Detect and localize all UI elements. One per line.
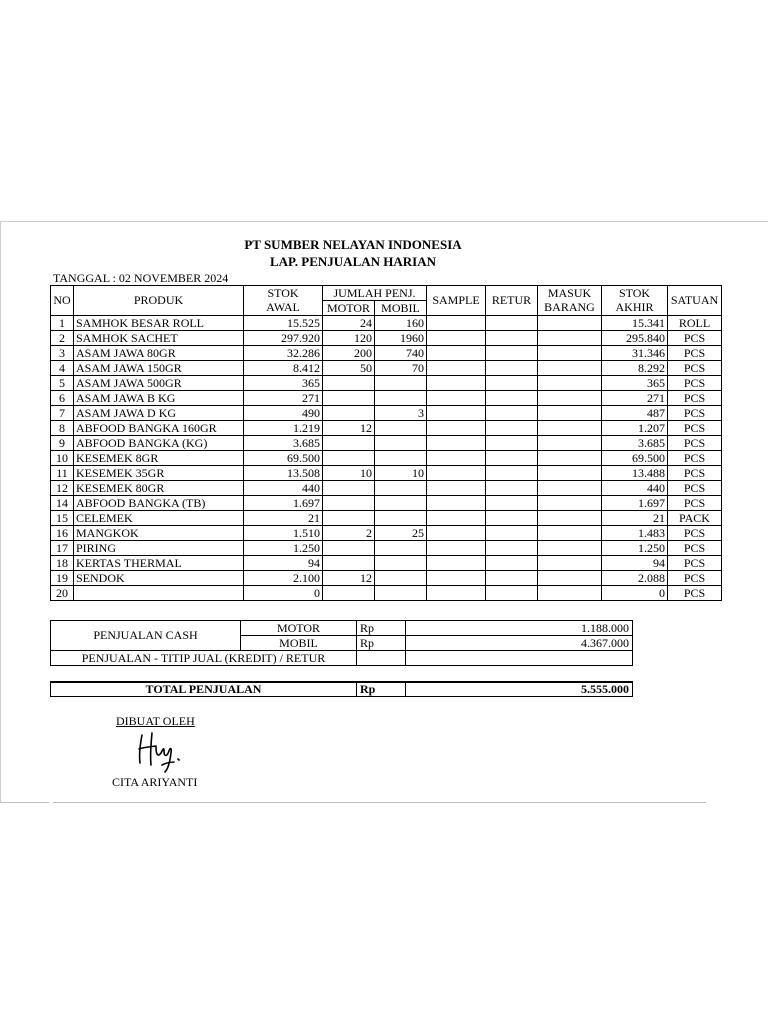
total-amount: 5.555.000 (406, 682, 633, 697)
row-masuk-barang (538, 421, 602, 436)
row-sample (427, 586, 486, 601)
row-motor (323, 556, 375, 571)
table-row (51, 556, 722, 571)
row-stok-awal: 490 (244, 406, 323, 421)
row-stok-akhir: 1.250 (602, 541, 668, 556)
row-retur (486, 361, 538, 376)
row-satuan: PACK (668, 511, 722, 526)
table-row (51, 496, 722, 511)
row-no: 11 (51, 466, 74, 481)
col-mobil: MOBIL (375, 301, 427, 316)
row-sample (427, 361, 486, 376)
row-masuk-barang (538, 541, 602, 556)
row-motor: 2 (323, 526, 375, 541)
row-mobil (375, 481, 427, 496)
row-motor: 200 (323, 346, 375, 361)
col-jumlah-penj: JUMLAH PENJ. (323, 286, 427, 301)
row-mobil (375, 511, 427, 526)
col-masuk-barang-2: BARANG (538, 301, 602, 316)
row-motor (323, 511, 375, 526)
row-no: 17 (51, 541, 74, 556)
row-stok-akhir: 94 (602, 556, 668, 571)
table-row (51, 346, 722, 361)
total-table (50, 681, 633, 697)
row-retur (486, 481, 538, 496)
row-no: 8 (51, 421, 74, 436)
row-motor (323, 496, 375, 511)
row-masuk-barang (538, 586, 602, 601)
currency-label: Rp (357, 636, 406, 651)
row-stok-awal: 13.508 (244, 466, 323, 481)
row-sample (427, 346, 486, 361)
row-no: 2 (51, 331, 74, 346)
col-stok-awal: STOK (244, 286, 323, 301)
row-satuan: PCS (668, 421, 722, 436)
row-stok-akhir: 15.341 (602, 316, 668, 331)
row-satuan: PCS (668, 586, 722, 601)
row-produk: ASAM JAWA B KG (74, 391, 244, 406)
row-stok-akhir: 1.207 (602, 421, 668, 436)
row-stok-awal: 1.250 (244, 541, 323, 556)
row-stok-akhir: 21 (602, 511, 668, 526)
row-stok-akhir: 271 (602, 391, 668, 406)
table-row (51, 421, 722, 436)
col-masuk-barang: MASUK (538, 286, 602, 301)
row-stok-akhir: 440 (602, 481, 668, 496)
row-produk: ASAM JAWA 500GR (74, 376, 244, 391)
row-satuan: PCS (668, 571, 722, 586)
row-mobil: 70 (375, 361, 427, 376)
table-row (51, 526, 722, 541)
row-stok-akhir: 69.500 (602, 451, 668, 466)
row-stok-akhir: 487 (602, 406, 668, 421)
table-row (51, 466, 722, 481)
table-row (51, 391, 722, 406)
sheet-top-border (0, 221, 768, 222)
row-motor: 50 (323, 361, 375, 376)
row-stok-awal: 440 (244, 481, 323, 496)
row-retur (486, 406, 538, 421)
row-masuk-barang (538, 436, 602, 451)
row-retur (486, 451, 538, 466)
row-stok-awal: 3.685 (244, 436, 323, 451)
row-no: 7 (51, 406, 74, 421)
made-by-label: DIBUAT OLEH (116, 714, 195, 728)
row-no: 5 (51, 376, 74, 391)
table-row (51, 586, 722, 601)
row-mobil (375, 391, 427, 406)
table-row (51, 331, 722, 346)
row-produk: KESEMEK 8GR (74, 451, 244, 466)
row-masuk-barang (538, 526, 602, 541)
motor-label: MOTOR (241, 621, 357, 636)
row-mobil: 3 (375, 406, 427, 421)
report-title: LAP. PENJUALAN HARIAN (269, 254, 436, 269)
row-masuk-barang (538, 571, 602, 586)
table-row (51, 436, 722, 451)
row-motor (323, 376, 375, 391)
row-sample (427, 511, 486, 526)
motor-amount: 1.188.000 (406, 621, 633, 636)
row-stok-awal: 271 (244, 391, 323, 406)
row-satuan: PCS (668, 496, 722, 511)
row-produk: MANGKOK (74, 526, 244, 541)
row-retur (486, 571, 538, 586)
row-no: 15 (51, 511, 74, 526)
row-no: 3 (51, 346, 74, 361)
row-no: 1 (51, 316, 74, 331)
col-stok-akhir: STOK (602, 286, 668, 301)
company-name: PT SUMBER NELAYAN INDONESIA (244, 237, 462, 252)
mobil-amount: 4.367.000 (406, 636, 633, 651)
table-row (51, 406, 722, 421)
row-masuk-barang (538, 316, 602, 331)
row-satuan: PCS (668, 331, 722, 346)
cash-sales-label: PENJUALAN CASH (51, 621, 241, 651)
row-retur (486, 421, 538, 436)
table-row (51, 316, 722, 331)
row-no: 16 (51, 526, 74, 541)
total-currency: Rp (357, 682, 406, 697)
row-produk: ASAM JAWA 80GR (74, 346, 244, 361)
row-produk: SENDOK (74, 571, 244, 586)
row-sample (427, 451, 486, 466)
row-sample (427, 436, 486, 451)
row-masuk-barang (538, 466, 602, 481)
sheet-bottom-border (0, 802, 49, 803)
row-no: 20 (51, 586, 74, 601)
row-mobil (375, 436, 427, 451)
row-motor: 10 (323, 466, 375, 481)
row-stok-awal: 365 (244, 376, 323, 391)
row-stok-awal: 8.412 (244, 361, 323, 376)
mobil-label: MOBIL (241, 636, 357, 651)
row-stok-akhir: 2.088 (602, 571, 668, 586)
row-retur (486, 466, 538, 481)
row-mobil: 10 (375, 466, 427, 481)
row-satuan: PCS (668, 406, 722, 421)
row-produk: KESEMEK 80GR (74, 481, 244, 496)
sales-table (50, 285, 722, 601)
row-masuk-barang (538, 481, 602, 496)
table-row (51, 376, 722, 391)
row-stok-awal: 1.219 (244, 421, 323, 436)
row-no: 10 (51, 451, 74, 466)
row-sample (427, 481, 486, 496)
row-stok-awal: 0 (244, 586, 323, 601)
row-stok-awal: 69.500 (244, 451, 323, 466)
row-motor (323, 451, 375, 466)
col-produk: PRODUK (74, 286, 244, 316)
row-stok-akhir: 365 (602, 376, 668, 391)
row-motor (323, 586, 375, 601)
signature-image (134, 729, 186, 775)
row-sample (427, 421, 486, 436)
row-masuk-barang (538, 406, 602, 421)
row-motor (323, 541, 375, 556)
row-motor: 24 (323, 316, 375, 331)
row-produk: SAMHOK SACHET (74, 331, 244, 346)
row-sample (427, 316, 486, 331)
row-sample (427, 541, 486, 556)
row-sample (427, 571, 486, 586)
row-sample (427, 406, 486, 421)
row-retur (486, 526, 538, 541)
row-mobil (375, 571, 427, 586)
row-mobil: 1960 (375, 331, 427, 346)
row-sample (427, 391, 486, 406)
credit-currency (357, 651, 406, 666)
row-stok-akhir: 8.292 (602, 361, 668, 376)
row-mobil (375, 541, 427, 556)
currency-label: Rp (357, 621, 406, 636)
row-stok-akhir: 1.483 (602, 526, 668, 541)
row-stok-akhir: 31.346 (602, 346, 668, 361)
row-masuk-barang (538, 391, 602, 406)
row-stok-awal: 1.510 (244, 526, 323, 541)
summary-table (50, 620, 633, 666)
row-sample (427, 556, 486, 571)
row-sample (427, 496, 486, 511)
table-row (51, 511, 722, 526)
report-date: TANGGAL : 02 NOVEMBER 2024 (53, 271, 229, 285)
row-retur (486, 541, 538, 556)
row-mobil: 25 (375, 526, 427, 541)
row-masuk-barang (538, 496, 602, 511)
sheet-left-border (0, 221, 1, 803)
row-stok-awal: 21 (244, 511, 323, 526)
row-sample (427, 466, 486, 481)
row-stok-awal: 2.100 (244, 571, 323, 586)
table-row (51, 451, 722, 466)
row-satuan: PCS (668, 526, 722, 541)
row-sample (427, 526, 486, 541)
row-stok-awal: 297.920 (244, 331, 323, 346)
row-motor (323, 406, 375, 421)
row-stok-awal: 1.697 (244, 496, 323, 511)
row-produk: PIRING (74, 541, 244, 556)
row-mobil (375, 376, 427, 391)
row-retur (486, 436, 538, 451)
row-satuan: PCS (668, 451, 722, 466)
row-retur (486, 511, 538, 526)
table-row (51, 361, 722, 376)
col-stok-awal-2: AWAL (244, 301, 323, 316)
col-stok-akhir-2: AKHIR (602, 301, 668, 316)
row-masuk-barang (538, 556, 602, 571)
row-mobil (375, 586, 427, 601)
row-sample (427, 331, 486, 346)
col-sample: SAMPLE (427, 286, 486, 316)
row-no: 14 (51, 496, 74, 511)
row-no: 9 (51, 436, 74, 451)
row-retur (486, 391, 538, 406)
row-produk (74, 586, 244, 601)
row-retur (486, 556, 538, 571)
row-stok-akhir: 1.697 (602, 496, 668, 511)
col-satuan: SATUAN (668, 286, 722, 316)
row-stok-akhir: 0 (602, 586, 668, 601)
row-motor (323, 481, 375, 496)
row-retur (486, 496, 538, 511)
row-mobil (375, 421, 427, 436)
row-no: 6 (51, 391, 74, 406)
row-motor (323, 391, 375, 406)
row-retur (486, 316, 538, 331)
row-produk: CELEMEK (74, 511, 244, 526)
credit-amount (406, 651, 633, 666)
row-masuk-barang (538, 331, 602, 346)
row-no: 4 (51, 361, 74, 376)
row-masuk-barang (538, 346, 602, 361)
row-sample (427, 376, 486, 391)
row-retur (486, 331, 538, 346)
row-masuk-barang (538, 451, 602, 466)
row-produk: KERTAS THERMAL (74, 556, 244, 571)
row-mobil: 740 (375, 346, 427, 361)
col-motor: MOTOR (323, 301, 375, 316)
row-produk: ASAM JAWA 150GR (74, 361, 244, 376)
row-mobil: 160 (375, 316, 427, 331)
row-stok-akhir: 13.488 (602, 466, 668, 481)
row-satuan: PCS (668, 556, 722, 571)
row-masuk-barang (538, 361, 602, 376)
table-row (51, 541, 722, 556)
row-motor: 12 (323, 571, 375, 586)
row-motor (323, 436, 375, 451)
row-motor: 120 (323, 331, 375, 346)
row-satuan: PCS (668, 391, 722, 406)
row-stok-awal: 32.286 (244, 346, 323, 361)
col-no: NO (51, 286, 74, 316)
row-stok-akhir: 295.840 (602, 331, 668, 346)
row-satuan: PCS (668, 346, 722, 361)
row-stok-awal: 15.525 (244, 316, 323, 331)
row-produk: ABFOOD BANGKA (TB) (74, 496, 244, 511)
row-no: 18 (51, 556, 74, 571)
row-produk: ABFOOD BANGKA (KG) (74, 436, 244, 451)
row-mobil (375, 556, 427, 571)
row-satuan: PCS (668, 376, 722, 391)
row-satuan: PCS (668, 481, 722, 496)
row-produk: KESEMEK 35GR (74, 466, 244, 481)
row-produk: ASAM JAWA D KG (74, 406, 244, 421)
table-row (51, 481, 722, 496)
col-retur: RETUR (486, 286, 538, 316)
row-stok-awal: 94 (244, 556, 323, 571)
row-masuk-barang (538, 511, 602, 526)
row-satuan: ROLL (668, 316, 722, 331)
row-satuan: PCS (668, 541, 722, 556)
row-mobil (375, 496, 427, 511)
row-motor: 12 (323, 421, 375, 436)
row-produk: SAMHOK BESAR ROLL (74, 316, 244, 331)
total-sales-label: TOTAL PENJUALAN (51, 682, 357, 697)
row-retur (486, 586, 538, 601)
row-satuan: PCS (668, 466, 722, 481)
row-satuan: PCS (668, 436, 722, 451)
row-stok-akhir: 3.685 (602, 436, 668, 451)
row-retur (486, 376, 538, 391)
row-produk: ABFOOD BANGKA 160GR (74, 421, 244, 436)
credit-sales-label: PENJUALAN - TITIP JUAL (KREDIT) / RETUR (51, 651, 357, 666)
signer-name: CITA ARIYANTI (112, 775, 198, 789)
row-masuk-barang (538, 376, 602, 391)
row-mobil (375, 451, 427, 466)
row-no: 12 (51, 481, 74, 496)
row-no: 19 (51, 571, 74, 586)
table-row (51, 571, 722, 586)
row-satuan: PCS (668, 361, 722, 376)
row-retur (486, 346, 538, 361)
sheet-bottom-border (53, 802, 706, 803)
